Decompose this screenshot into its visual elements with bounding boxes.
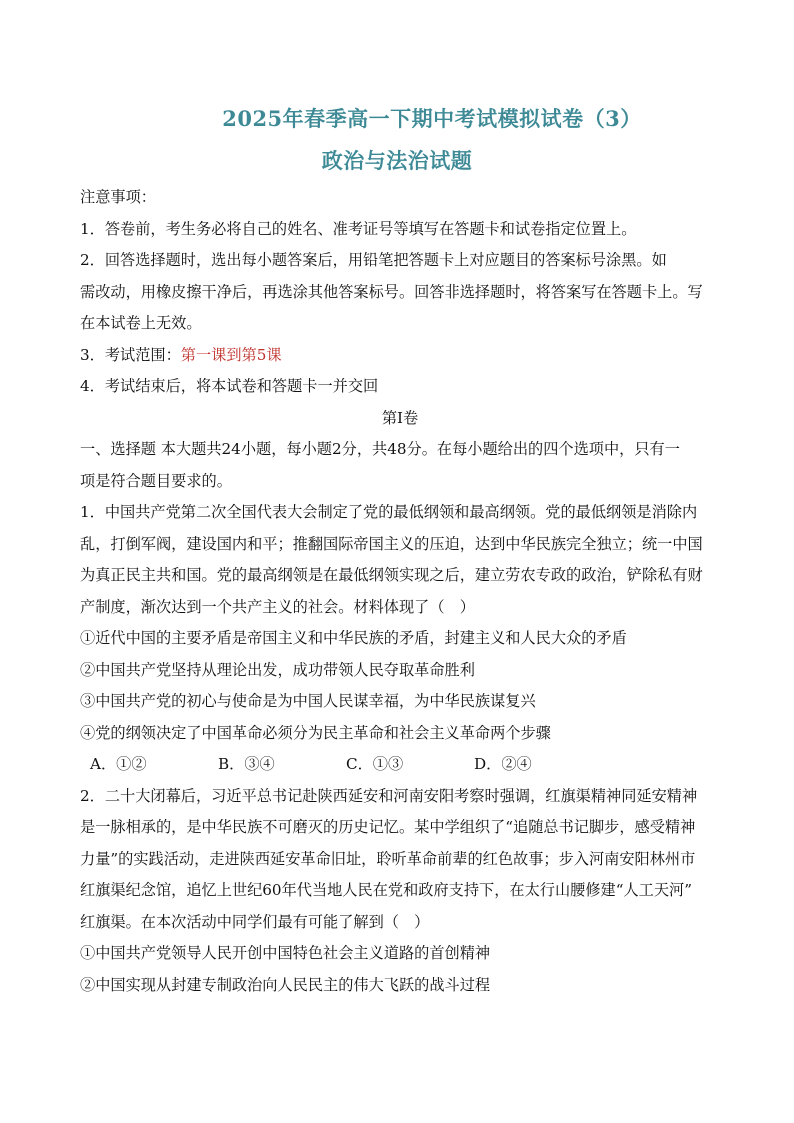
exam-title: 2025年春季高一下期中考试模拟试卷（3）: [222, 106, 642, 131]
section-title: 第Ⅰ卷: [381, 408, 419, 427]
notes-item-3-prefix: 3．考试范围：: [80, 345, 181, 364]
notes-item-2-line-3: 在本试卷上无效。: [80, 314, 202, 332]
q1-option-c[interactable]: C．①③: [346, 755, 404, 773]
q2-stem-line-1: 2．二十大闭幕后，习近平总书记赴陕西延安和河南安阳考察时强调，红旗渠精神同延安精神: [80, 786, 698, 805]
q1-stem-line-4: 产制度，渐次达到一个共产主义的社会。材料体现了（ ）: [80, 597, 475, 616]
q1-statement-2: ②中国共产党坚持从理论出发，成功带领人民夺取革命胜利: [80, 660, 475, 679]
q2-stem-line-3: 力量”的实践活动，走进陕西延安革命旧址，聆听革命前辈的红色故事；步入河南安阳林州市: [80, 849, 696, 868]
q1-option-b[interactable]: B．③④: [218, 755, 275, 773]
q1-stem-line-3: 为真正民主共和国。党的最高纲领是在最低纲领实现之后，建立劳农专政的政治，铲除私有财: [80, 566, 703, 584]
q1-stem-line-2: 乱，打倒军阀，建设国内和平；推翻国际帝国主义的压迫，达到中华民族完全独立；统一中国: [80, 534, 703, 553]
section-intro-line-2: 项是符合题目要求的。: [80, 471, 232, 490]
exam-content: [80, 182, 720, 1001]
exam-range: 第一课到第5课: [180, 345, 282, 364]
q2-statement-2: ②中国实现从封建专制政治向人民民主的伟大飞跃的战斗过程: [80, 975, 491, 994]
q2-stem-line-4: 红旗渠纪念馆，追忆上世纪60年代当地人民在党和政府支持下，在太行山腰修建“人工天河”: [80, 881, 692, 899]
q1-options: [80, 749, 720, 781]
notes-item-2-line-1: 2．回答选择题时，选出每小题答案后，用铅笔把答题卡上对应题目的答案标号涂黑。如: [80, 251, 667, 269]
section-intro-line-1: 一、选择题 本大题共24小题，每小题2分，共48分。在每小题给出的四个选项中，只有一: [80, 440, 680, 458]
q1-statement-3: ③中国共产党的初心与使命是为中国人民谋幸福，为中华民族谋复兴: [80, 692, 536, 710]
notes-item-4: 4．考试结束后，将本试卷和答题卡一并交回: [80, 377, 379, 395]
notes-item-3: [80, 340, 720, 372]
q2-statement-1: ①中国共产党领导人民开创中国特色社会主义道路的首创精神: [80, 944, 491, 962]
q1-option-a[interactable]: A．①②: [90, 755, 147, 773]
notes-item-2-line-2: 需改动，用橡皮擦干净后，再选涂其他答案标号。回答非选择题时，将答案写在答题卡上。写: [80, 282, 703, 301]
q1-statement-4: ④党的纲领决定了中国革命必须分为民主革命和社会主义革命两个步骤: [80, 723, 551, 742]
q1-stem-line-1: 1．中国共产党第二次全国代表大会制定了党的最低纲领和最高纲领。党的最低纲领是消除内: [80, 503, 698, 521]
q2-stem-line-2: 是一脉相承的，是中华民族不可磨灭的历史记忆。某中学组织了“追随总书记脚步，感受精神: [80, 818, 696, 836]
notes-item-1: 1．答卷前，考生务必将自己的姓名、准考证号等填写在答题卡和试卷指定位置上。: [80, 219, 637, 238]
q1-statement-1: ①近代中国的主要矛盾是帝国主义和中华民族的矛盾，封建主义和人民大众的矛盾: [80, 629, 627, 647]
exam-subject-title: 政治与法治试题: [321, 148, 473, 173]
notes-heading: 注意事项：: [80, 188, 156, 206]
q2-stem-line-5: 红旗渠。在本次活动中同学们最有可能了解到（ ）: [80, 912, 430, 931]
q1-option-d[interactable]: D．②④: [474, 755, 532, 773]
